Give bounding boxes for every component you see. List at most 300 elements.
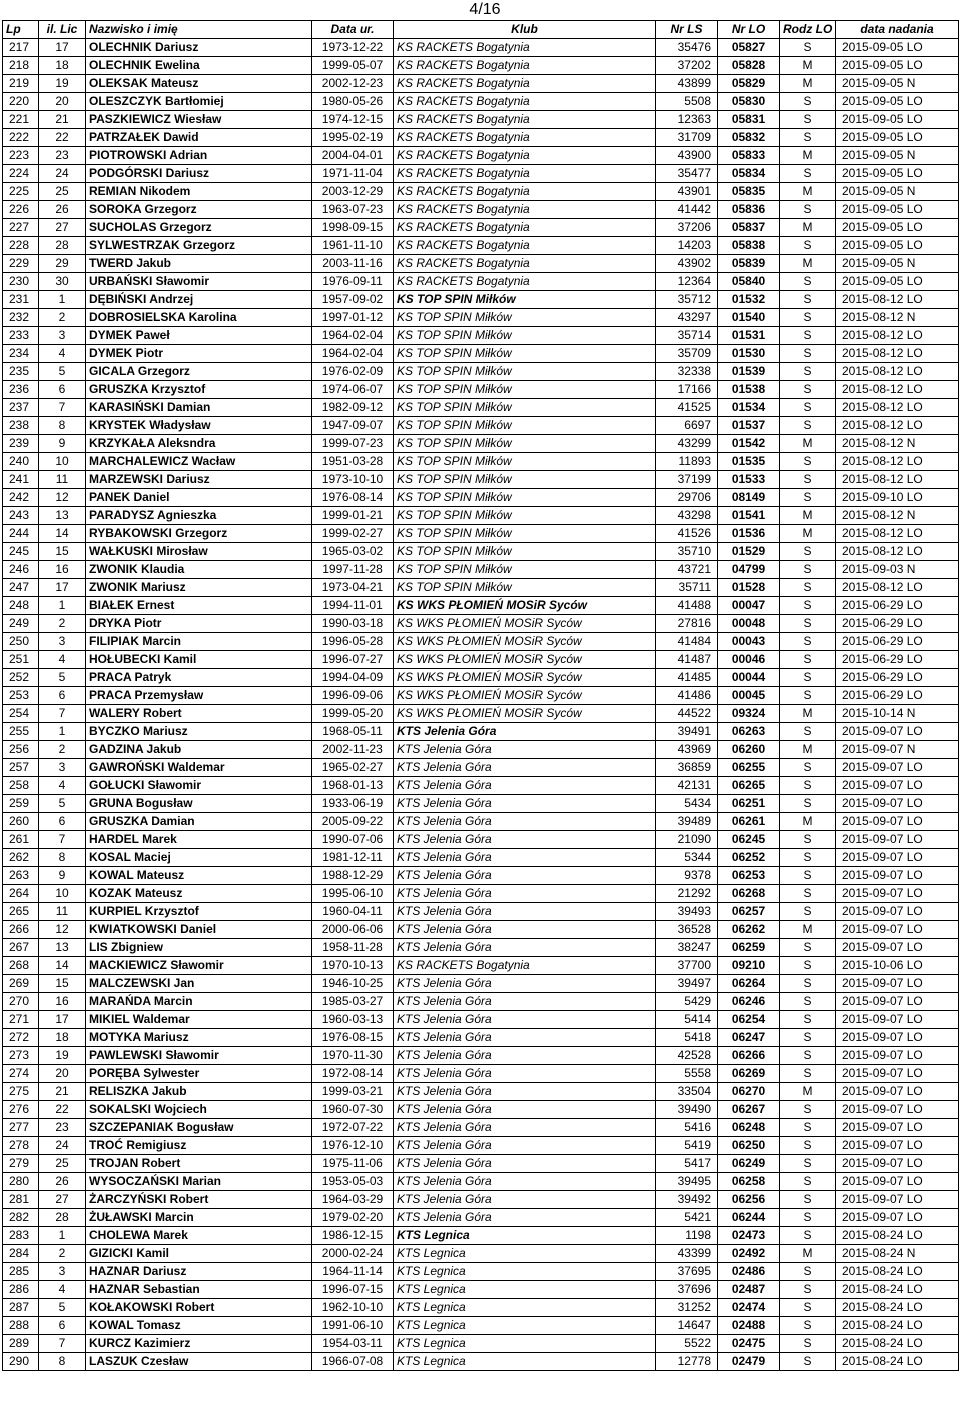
cell-lp: 280 (3, 1173, 39, 1191)
cell-il-lic: 20 (39, 93, 86, 111)
cell-nr-ls: 37202 (656, 57, 718, 75)
cell-nr-lo: 01536 (718, 525, 780, 543)
cell-nr-lo: 08149 (718, 489, 780, 507)
cell-nr-ls: 41526 (656, 525, 718, 543)
cell-name: PIOTROWSKI Adrian (86, 147, 312, 165)
table-row (3, 345, 959, 363)
cell-il-lic: 11 (39, 471, 86, 489)
cell-nr-lo: 05837 (718, 219, 780, 237)
cell-date-issued: 2015-09-07 LO (836, 759, 959, 777)
cell-name: WYSOCZAŃSKI Marian (86, 1173, 312, 1191)
cell-dob: 1972-07-22 (312, 1119, 394, 1137)
cell-nr-ls: 12363 (656, 111, 718, 129)
cell-il-lic: 1 (39, 723, 86, 741)
cell-dob: 1964-02-04 (312, 327, 394, 345)
cell-club: KS TOP SPIN Miłków (394, 507, 656, 525)
cell-rodz-lo: S (780, 1173, 836, 1191)
cell-date-issued: 2015-06-29 LO (836, 669, 959, 687)
cell-nr-ls: 14203 (656, 237, 718, 255)
cell-rodz-lo: M (780, 435, 836, 453)
cell-lp: 256 (3, 741, 39, 759)
cell-nr-ls: 41525 (656, 399, 718, 417)
table-row (3, 273, 959, 291)
cell-il-lic: 17 (39, 39, 86, 57)
cell-nr-lo: 06266 (718, 1047, 780, 1065)
cell-nr-ls: 37206 (656, 219, 718, 237)
cell-club: KS RACKETS Bogatynia (394, 111, 656, 129)
cell-club: KTS Jelenia Góra (394, 849, 656, 867)
cell-lp: 249 (3, 615, 39, 633)
cell-il-lic: 6 (39, 1317, 86, 1335)
cell-dob: 1975-11-06 (312, 1155, 394, 1173)
cell-nr-lo: 05836 (718, 201, 780, 219)
cell-il-lic: 23 (39, 1119, 86, 1137)
cell-lp: 268 (3, 957, 39, 975)
cell-dob: 1996-05-28 (312, 633, 394, 651)
cell-nr-lo: 05832 (718, 129, 780, 147)
cell-club: KTS Jelenia Góra (394, 723, 656, 741)
cell-il-lic: 8 (39, 417, 86, 435)
cell-rodz-lo: S (780, 417, 836, 435)
cell-name: ŻARCZYŃSKI Robert (86, 1191, 312, 1209)
cell-name: MARZEWSKI Dariusz (86, 471, 312, 489)
table-row (3, 921, 959, 939)
cell-rodz-lo: S (780, 867, 836, 885)
cell-name: GRUNA Bogusław (86, 795, 312, 813)
cell-nr-lo: 02488 (718, 1317, 780, 1335)
cell-nr-ls: 31252 (656, 1299, 718, 1317)
cell-name: PRACA Patryk (86, 669, 312, 687)
cell-nr-lo: 05840 (718, 273, 780, 291)
cell-date-issued: 2015-09-05 LO (836, 219, 959, 237)
cell-name: FILIPIAK Marcin (86, 633, 312, 651)
cell-dob: 1999-01-21 (312, 507, 394, 525)
cell-nr-lo: 09210 (718, 957, 780, 975)
cell-lp: 283 (3, 1227, 39, 1245)
cell-nr-ls: 43298 (656, 507, 718, 525)
cell-il-lic: 24 (39, 1137, 86, 1155)
cell-il-lic: 27 (39, 1191, 86, 1209)
cell-club: KTS Jelenia Góra (394, 1173, 656, 1191)
cell-nr-ls: 5429 (656, 993, 718, 1011)
cell-date-issued: 2015-09-07 LO (836, 1011, 959, 1029)
cell-il-lic: 13 (39, 507, 86, 525)
cell-lp: 252 (3, 669, 39, 687)
cell-dob: 1999-05-07 (312, 57, 394, 75)
table-row (3, 1227, 959, 1245)
cell-dob: 1976-08-14 (312, 489, 394, 507)
cell-club: KTS Legnica (394, 1335, 656, 1353)
table-row (3, 1101, 959, 1119)
cell-lp: 241 (3, 471, 39, 489)
cell-rodz-lo: S (780, 597, 836, 615)
cell-rodz-lo: S (780, 1155, 836, 1173)
cell-rodz-lo: S (780, 615, 836, 633)
cell-il-lic: 24 (39, 165, 86, 183)
cell-name: PATRZAŁEK Dawid (86, 129, 312, 147)
cell-dob: 1953-05-03 (312, 1173, 394, 1191)
cell-dob: 1985-03-27 (312, 993, 394, 1011)
cell-club: KS TOP SPIN Miłków (394, 453, 656, 471)
cell-nr-ls: 43969 (656, 741, 718, 759)
cell-date-issued: 2015-09-07 LO (836, 867, 959, 885)
cell-rodz-lo: S (780, 237, 836, 255)
cell-date-issued: 2015-09-07 LO (836, 1029, 959, 1047)
cell-date-issued: 2015-08-12 LO (836, 417, 959, 435)
cell-date-issued: 2015-09-05 N (836, 255, 959, 273)
cell-name: GICALA Grzegorz (86, 363, 312, 381)
table-row (3, 327, 959, 345)
cell-nr-lo: 06248 (718, 1119, 780, 1137)
table-row (3, 129, 959, 147)
cell-nr-lo: 06269 (718, 1065, 780, 1083)
cell-name: SUCHOLAS Grzegorz (86, 219, 312, 237)
cell-name: KURCZ Kazimierz (86, 1335, 312, 1353)
cell-date-issued: 2015-08-12 LO (836, 471, 959, 489)
table-row (3, 543, 959, 561)
cell-nr-lo: 01530 (718, 345, 780, 363)
cell-dob: 1964-02-04 (312, 345, 394, 363)
cell-nr-ls: 37700 (656, 957, 718, 975)
header-dob: Data ur. (312, 21, 394, 39)
cell-date-issued: 2015-09-03 N (836, 561, 959, 579)
table-row (3, 885, 959, 903)
table-row (3, 741, 959, 759)
cell-rodz-lo: M (780, 219, 836, 237)
cell-nr-ls: 37695 (656, 1263, 718, 1281)
cell-nr-ls: 41484 (656, 633, 718, 651)
cell-rodz-lo: M (780, 255, 836, 273)
cell-nr-ls: 43902 (656, 255, 718, 273)
table-row (3, 363, 959, 381)
cell-club: KS RACKETS Bogatynia (394, 219, 656, 237)
cell-lp: 244 (3, 525, 39, 543)
cell-name: PODGÓRSKI Dariusz (86, 165, 312, 183)
table-row (3, 1083, 959, 1101)
cell-date-issued: 2015-08-12 LO (836, 327, 959, 345)
cell-date-issued: 2015-08-12 LO (836, 381, 959, 399)
cell-nr-ls: 43900 (656, 147, 718, 165)
cell-dob: 1979-02-20 (312, 1209, 394, 1227)
cell-rodz-lo: M (780, 525, 836, 543)
header-name: Nazwisko i imię (86, 21, 312, 39)
cell-club: KTS Jelenia Góra (394, 1209, 656, 1227)
cell-name: CHOLEWA Marek (86, 1227, 312, 1245)
table-row (3, 813, 959, 831)
cell-club: KS TOP SPIN Miłków (394, 291, 656, 309)
cell-dob: 1971-11-04 (312, 165, 394, 183)
cell-dob: 1960-07-30 (312, 1101, 394, 1119)
cell-name: LASZUK Czesław (86, 1353, 312, 1371)
cell-dob: 1976-02-09 (312, 363, 394, 381)
cell-lp: 233 (3, 327, 39, 345)
table-row (3, 1155, 959, 1173)
cell-rodz-lo: S (780, 1281, 836, 1299)
cell-name: WALERY Robert (86, 705, 312, 723)
cell-nr-lo: 06264 (718, 975, 780, 993)
cell-il-lic: 3 (39, 327, 86, 345)
cell-nr-lo: 06261 (718, 813, 780, 831)
cell-rodz-lo: S (780, 1335, 836, 1353)
cell-date-issued: 2015-09-07 LO (836, 1047, 959, 1065)
table-row (3, 219, 959, 237)
table-row (3, 237, 959, 255)
cell-nr-lo: 05828 (718, 57, 780, 75)
cell-il-lic: 13 (39, 939, 86, 957)
cell-il-lic: 27 (39, 219, 86, 237)
cell-il-lic: 15 (39, 543, 86, 561)
cell-date-issued: 2015-08-24 LO (836, 1317, 959, 1335)
cell-nr-ls: 41488 (656, 597, 718, 615)
cell-nr-lo: 06245 (718, 831, 780, 849)
cell-lp: 264 (3, 885, 39, 903)
cell-date-issued: 2015-06-29 LO (836, 597, 959, 615)
cell-lp: 282 (3, 1209, 39, 1227)
cell-club: KS RACKETS Bogatynia (394, 93, 656, 111)
cell-name: REMIAN Nikodem (86, 183, 312, 201)
cell-lp: 242 (3, 489, 39, 507)
cell-il-lic: 2 (39, 309, 86, 327)
table-row (3, 1047, 959, 1065)
cell-lp: 225 (3, 183, 39, 201)
cell-rodz-lo: S (780, 165, 836, 183)
cell-dob: 1982-09-12 (312, 399, 394, 417)
cell-date-issued: 2015-09-05 LO (836, 165, 959, 183)
cell-rodz-lo: S (780, 489, 836, 507)
cell-club: KS TOP SPIN Miłków (394, 399, 656, 417)
table-row (3, 507, 959, 525)
cell-lp: 290 (3, 1353, 39, 1371)
cell-nr-ls: 42528 (656, 1047, 718, 1065)
cell-club: KTS Jelenia Góra (394, 885, 656, 903)
cell-nr-lo: 01538 (718, 381, 780, 399)
table-row (3, 111, 959, 129)
cell-rodz-lo: S (780, 669, 836, 687)
cell-name: TROJAN Robert (86, 1155, 312, 1173)
cell-rodz-lo: S (780, 903, 836, 921)
cell-il-lic: 18 (39, 57, 86, 75)
cell-date-issued: 2015-09-05 LO (836, 201, 959, 219)
header-lp: Lp (3, 21, 39, 39)
header-nr-ls: Nr LS (656, 21, 718, 39)
cell-club: KS TOP SPIN Miłków (394, 309, 656, 327)
cell-lp: 218 (3, 57, 39, 75)
cell-dob: 1999-03-21 (312, 1083, 394, 1101)
cell-rodz-lo: M (780, 1245, 836, 1263)
cell-name: KOŁAKOWSKI Robert (86, 1299, 312, 1317)
cell-club: KS WKS PŁOMIEŃ MOSiR Syców (394, 669, 656, 687)
cell-rodz-lo: S (780, 1353, 836, 1371)
cell-nr-lo: 06250 (718, 1137, 780, 1155)
cell-nr-ls: 39497 (656, 975, 718, 993)
table-row (3, 291, 959, 309)
cell-name: GOŁUCKI Sławomir (86, 777, 312, 795)
table-row (3, 705, 959, 723)
cell-il-lic: 15 (39, 975, 86, 993)
cell-dob: 2002-11-23 (312, 741, 394, 759)
cell-name: MOTYKA Mariusz (86, 1029, 312, 1047)
cell-rodz-lo: S (780, 633, 836, 651)
cell-il-lic: 19 (39, 1047, 86, 1065)
cell-nr-lo: 09324 (718, 705, 780, 723)
cell-nr-lo: 00045 (718, 687, 780, 705)
cell-club: KTS Legnica (394, 1245, 656, 1263)
cell-lp: 286 (3, 1281, 39, 1299)
cell-nr-lo: 05829 (718, 75, 780, 93)
cell-nr-ls: 43721 (656, 561, 718, 579)
header-nr-lo: Nr LO (718, 21, 780, 39)
cell-nr-lo: 01540 (718, 309, 780, 327)
page-number: 4/16 (469, 1, 501, 18)
table-row (3, 669, 959, 687)
cell-nr-ls: 42131 (656, 777, 718, 795)
cell-rodz-lo: S (780, 201, 836, 219)
cell-nr-lo: 01531 (718, 327, 780, 345)
cell-nr-ls: 43399 (656, 1245, 718, 1263)
cell-club: KS TOP SPIN Miłków (394, 381, 656, 399)
table-row (3, 417, 959, 435)
cell-dob: 1996-07-27 (312, 651, 394, 669)
cell-nr-lo: 06253 (718, 867, 780, 885)
cell-il-lic: 21 (39, 1083, 86, 1101)
cell-club: KTS Jelenia Góra (394, 903, 656, 921)
cell-date-issued: 2015-08-24 LO (836, 1263, 959, 1281)
cell-nr-ls: 39489 (656, 813, 718, 831)
cell-club: KS WKS PŁOMIEŃ MOSiR Syców (394, 705, 656, 723)
table-row (3, 939, 959, 957)
cell-nr-lo: 05830 (718, 93, 780, 111)
cell-rodz-lo: S (780, 381, 836, 399)
cell-nr-ls: 36528 (656, 921, 718, 939)
cell-dob: 1990-07-06 (312, 831, 394, 849)
cell-nr-ls: 5421 (656, 1209, 718, 1227)
cell-date-issued: 2015-06-29 LO (836, 687, 959, 705)
table-row (3, 615, 959, 633)
cell-nr-lo: 06252 (718, 849, 780, 867)
cell-lp: 219 (3, 75, 39, 93)
cell-dob: 1957-09-02 (312, 291, 394, 309)
cell-club: KS RACKETS Bogatynia (394, 39, 656, 57)
cell-il-lic: 6 (39, 381, 86, 399)
cell-lp: 254 (3, 705, 39, 723)
cell-dob: 2004-04-01 (312, 147, 394, 165)
cell-il-lic: 10 (39, 453, 86, 471)
cell-name: KRYSTEK Władysław (86, 417, 312, 435)
cell-date-issued: 2015-10-14 N (836, 705, 959, 723)
cell-rodz-lo: S (780, 1137, 836, 1155)
table-row (3, 1245, 959, 1263)
cell-name: PASZKIEWICZ Wiesław (86, 111, 312, 129)
cell-name: MARCHALEWICZ Wacław (86, 453, 312, 471)
cell-nr-lo: 00048 (718, 615, 780, 633)
cell-rodz-lo: S (780, 93, 836, 111)
cell-lp: 276 (3, 1101, 39, 1119)
cell-club: KS RACKETS Bogatynia (394, 255, 656, 273)
cell-club: KTS Legnica (394, 1263, 656, 1281)
cell-nr-lo: 01541 (718, 507, 780, 525)
cell-date-issued: 2015-09-07 LO (836, 1209, 959, 1227)
cell-nr-ls: 5414 (656, 1011, 718, 1029)
cell-name: WAŁKUSKI Mirosław (86, 543, 312, 561)
cell-dob: 1995-02-19 (312, 129, 394, 147)
cell-club: KTS Jelenia Góra (394, 777, 656, 795)
cell-nr-ls: 35476 (656, 39, 718, 57)
cell-il-lic: 5 (39, 363, 86, 381)
cell-club: KTS Legnica (394, 1317, 656, 1335)
cell-name: DRYKA Piotr (86, 615, 312, 633)
cell-name: PARADYSZ Agnieszka (86, 507, 312, 525)
cell-il-lic: 8 (39, 1353, 86, 1371)
cell-club: KTS Jelenia Góra (394, 1029, 656, 1047)
table-row (3, 651, 959, 669)
cell-nr-ls: 35709 (656, 345, 718, 363)
cell-name: KOWAL Tomasz (86, 1317, 312, 1335)
cell-rodz-lo: S (780, 885, 836, 903)
cell-date-issued: 2015-09-05 LO (836, 129, 959, 147)
cell-lp: 274 (3, 1065, 39, 1083)
cell-name: MALCZEWSKI Jan (86, 975, 312, 993)
cell-rodz-lo: S (780, 795, 836, 813)
cell-nr-lo: 06268 (718, 885, 780, 903)
cell-rodz-lo: S (780, 399, 836, 417)
cell-nr-lo: 02492 (718, 1245, 780, 1263)
cell-rodz-lo: S (780, 1263, 836, 1281)
cell-dob: 1999-02-27 (312, 525, 394, 543)
cell-lp: 277 (3, 1119, 39, 1137)
cell-il-lic: 30 (39, 273, 86, 291)
cell-rodz-lo: S (780, 939, 836, 957)
cell-name: ŻUŁAWSKI Marcin (86, 1209, 312, 1227)
cell-dob: 2005-09-22 (312, 813, 394, 831)
cell-dob: 1964-11-14 (312, 1263, 394, 1281)
cell-lp: 285 (3, 1263, 39, 1281)
cell-rodz-lo: S (780, 1029, 836, 1047)
cell-rodz-lo: S (780, 273, 836, 291)
cell-nr-lo: 05827 (718, 39, 780, 57)
cell-nr-ls: 44522 (656, 705, 718, 723)
cell-rodz-lo: M (780, 183, 836, 201)
cell-dob: 1963-07-23 (312, 201, 394, 219)
cell-lp: 228 (3, 237, 39, 255)
cell-il-lic: 19 (39, 75, 86, 93)
cell-date-issued: 2015-09-05 LO (836, 237, 959, 255)
cell-date-issued: 2015-09-07 LO (836, 795, 959, 813)
cell-name: ZWONIK Klaudia (86, 561, 312, 579)
cell-nr-ls: 36859 (656, 759, 718, 777)
cell-rodz-lo: S (780, 957, 836, 975)
cell-dob: 1998-09-15 (312, 219, 394, 237)
cell-name: GRUSZKA Krzysztof (86, 381, 312, 399)
cell-club: KS RACKETS Bogatynia (394, 201, 656, 219)
cell-nr-lo: 01537 (718, 417, 780, 435)
cell-rodz-lo: S (780, 345, 836, 363)
cell-name: HAZNAR Sebastian (86, 1281, 312, 1299)
cell-date-issued: 2015-08-12 LO (836, 363, 959, 381)
cell-name: TWERD Jakub (86, 255, 312, 273)
table-row (3, 309, 959, 327)
cell-date-issued: 2015-09-05 LO (836, 111, 959, 129)
table-row (3, 867, 959, 885)
table-row (3, 1299, 959, 1317)
cell-name: OLEKSAK Mateusz (86, 75, 312, 93)
cell-il-lic: 7 (39, 705, 86, 723)
cell-club: KS RACKETS Bogatynia (394, 183, 656, 201)
cell-dob: 1964-03-29 (312, 1191, 394, 1209)
table-row (3, 795, 959, 813)
cell-date-issued: 2015-09-10 LO (836, 489, 959, 507)
cell-lp: 258 (3, 777, 39, 795)
cell-date-issued: 2015-08-24 N (836, 1245, 959, 1263)
